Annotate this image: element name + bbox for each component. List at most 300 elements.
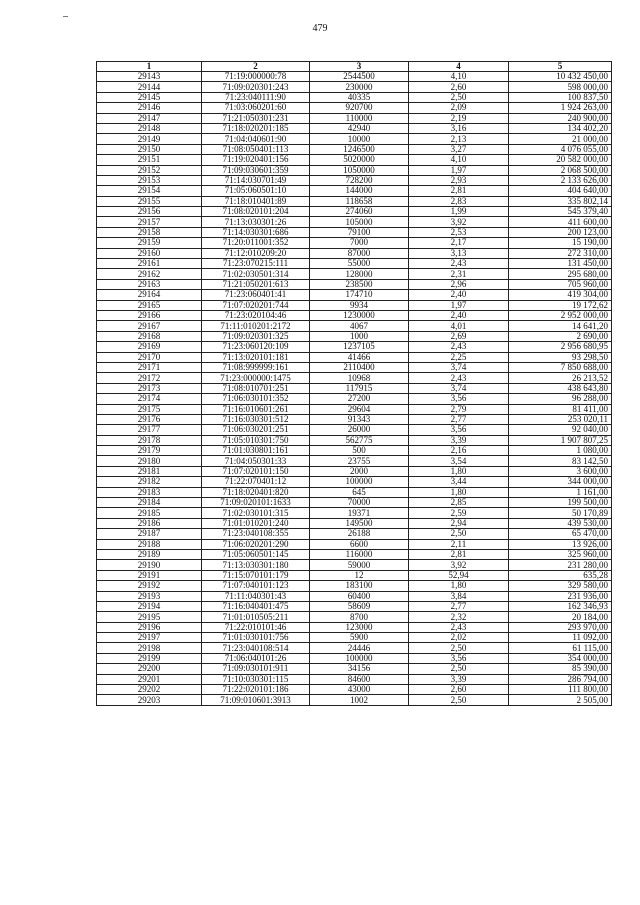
table-row [97, 570, 612, 580]
table-row [97, 186, 612, 196]
cadastral-number-cell: 71:16:040401:475 [202, 601, 310, 611]
table-row [97, 518, 612, 528]
rate-cell: 2,09 [409, 103, 509, 113]
value-cell: 286 794,00 [509, 674, 612, 684]
cadastral-number-cell: 71:18:020401:820 [202, 487, 310, 497]
rate-cell: 2,50 [409, 643, 509, 653]
rate-cell: 2,83 [409, 196, 509, 206]
value-cell: 439 530,00 [509, 518, 612, 528]
table-row [97, 123, 612, 133]
rate-cell: 2,60 [409, 82, 509, 92]
cadastral-number-cell: 71:07:020101:150 [202, 466, 310, 476]
area-cell: 645 [310, 487, 409, 497]
cadastral-number-cell: 71:20:011001:352 [202, 238, 310, 248]
table-row [97, 103, 612, 113]
value-cell: 231 936,00 [509, 591, 612, 601]
area-cell: 183100 [310, 581, 409, 591]
row-number-cell: 29178 [97, 435, 202, 445]
row-number-cell: 29200 [97, 664, 202, 674]
table-row [97, 591, 612, 601]
rate-cell: 2,50 [409, 695, 509, 705]
row-number-cell: 29150 [97, 144, 202, 154]
area-cell: 117915 [310, 383, 409, 393]
rate-cell: 2,60 [409, 685, 509, 695]
table-row [97, 321, 612, 331]
rate-cell: 2,77 [409, 414, 509, 424]
row-number-cell: 29146 [97, 103, 202, 113]
table-row [97, 72, 612, 82]
cadastral-number-cell: 71:01:010505:211 [202, 612, 310, 622]
area-cell: 6600 [310, 539, 409, 549]
row-number-cell: 29162 [97, 269, 202, 279]
cadastral-number-cell: 71:09:030101:911 [202, 664, 310, 674]
value-cell: 11 092,00 [509, 633, 612, 643]
column-header-3: 3 [310, 62, 409, 72]
value-cell: 111 800,00 [509, 685, 612, 695]
value-cell: 231 280,00 [509, 560, 612, 570]
area-cell: 105000 [310, 217, 409, 227]
area-cell: 1000 [310, 331, 409, 341]
row-number-cell: 29168 [97, 331, 202, 341]
value-cell: 199 500,00 [509, 498, 612, 508]
cadastral-number-cell: 71:05:060501:10 [202, 186, 310, 196]
table-row [97, 144, 612, 154]
area-cell: 230000 [310, 82, 409, 92]
cadastral-number-cell: 71:19:000000:78 [202, 72, 310, 82]
row-number-cell: 29188 [97, 539, 202, 549]
cadastral-number-cell: 71:22:070401:12 [202, 477, 310, 487]
row-number-cell: 29176 [97, 414, 202, 424]
rate-cell: 1,80 [409, 466, 509, 476]
rate-cell: 2,43 [409, 342, 509, 352]
area-cell: 1050000 [310, 165, 409, 175]
row-number-cell: 29199 [97, 653, 202, 663]
value-cell: 15 190,00 [509, 238, 612, 248]
area-cell: 4067 [310, 321, 409, 331]
area-cell: 920700 [310, 103, 409, 113]
value-cell: 272 310,00 [509, 248, 612, 258]
value-cell: 81 411,00 [509, 404, 612, 414]
value-cell: 85 390,00 [509, 664, 612, 674]
row-number-cell: 29153 [97, 175, 202, 185]
table-row [97, 633, 612, 643]
value-cell: 65 470,00 [509, 529, 612, 539]
cadastral-number-cell: 71:23:060401:41 [202, 290, 310, 300]
table-row [97, 113, 612, 123]
cadastral-number-cell: 71:09:030601:359 [202, 165, 310, 175]
area-cell: 70000 [310, 498, 409, 508]
data-table [96, 61, 612, 706]
table-row [97, 477, 612, 487]
value-cell: 7 850 688,00 [509, 362, 612, 372]
rate-cell: 2,43 [409, 622, 509, 632]
rate-cell: 2,40 [409, 310, 509, 320]
table-row [97, 82, 612, 92]
table-row [97, 456, 612, 466]
row-number-cell: 29165 [97, 300, 202, 310]
row-number-cell: 29145 [97, 92, 202, 102]
value-cell: 2 133 626,00 [509, 175, 612, 185]
area-cell: 500 [310, 446, 409, 456]
row-number-cell: 29174 [97, 394, 202, 404]
value-cell: 83 142,50 [509, 456, 612, 466]
table-row [97, 539, 612, 549]
value-cell: 1 161,00 [509, 487, 612, 497]
cadastral-number-cell: 71:19:020401:156 [202, 155, 310, 165]
rate-cell: 2,17 [409, 238, 509, 248]
value-cell: 635,28 [509, 570, 612, 580]
table-row [97, 175, 612, 185]
rate-cell: 3,92 [409, 217, 509, 227]
rate-cell: 3,56 [409, 425, 509, 435]
row-number-cell: 29160 [97, 248, 202, 258]
rate-cell: 2,43 [409, 373, 509, 383]
cadastral-number-cell: 71:02:030101:315 [202, 508, 310, 518]
value-cell: 19 172,62 [509, 300, 612, 310]
row-number-cell: 29197 [97, 633, 202, 643]
rate-cell: 3,44 [409, 477, 509, 487]
cadastral-number-cell: 71:21:050301:231 [202, 113, 310, 123]
row-number-cell: 29186 [97, 518, 202, 528]
cadastral-number-cell: 71:06:020201:290 [202, 539, 310, 549]
cadastral-number-cell: 71:01:030801:161 [202, 446, 310, 456]
value-cell: 4 076 055,00 [509, 144, 612, 154]
rate-cell: 2,50 [409, 529, 509, 539]
rate-cell: 4,10 [409, 72, 509, 82]
area-cell: 59000 [310, 560, 409, 570]
rate-cell: 2,96 [409, 279, 509, 289]
area-cell: 174710 [310, 290, 409, 300]
cadastral-number-cell: 71:23:060120:109 [202, 342, 310, 352]
table-row [97, 394, 612, 404]
area-cell: 24446 [310, 643, 409, 653]
cadastral-number-cell: 71:07:020201:744 [202, 300, 310, 310]
row-number-cell: 29190 [97, 560, 202, 570]
area-cell: 562775 [310, 435, 409, 445]
rate-cell: 2,77 [409, 601, 509, 611]
cadastral-number-cell: 71:02:030501:314 [202, 269, 310, 279]
value-cell: 96 288,00 [509, 394, 612, 404]
table-header-row [97, 62, 612, 72]
table-row [97, 269, 612, 279]
area-cell: 100000 [310, 653, 409, 663]
value-cell: 2 690,00 [509, 331, 612, 341]
area-cell: 5900 [310, 633, 409, 643]
table-row [97, 196, 612, 206]
row-number-cell: 29194 [97, 601, 202, 611]
area-cell: 40335 [310, 92, 409, 102]
cadastral-number-cell: 71:09:020301:325 [202, 331, 310, 341]
cadastral-number-cell: 71:15:070101:179 [202, 570, 310, 580]
row-number-cell: 29161 [97, 259, 202, 269]
table-row [97, 362, 612, 372]
area-cell: 1237105 [310, 342, 409, 352]
rate-cell: 1,97 [409, 165, 509, 175]
table-row [97, 446, 612, 456]
row-number-cell: 29182 [97, 477, 202, 487]
margin-mark [63, 16, 68, 17]
cadastral-number-cell: 71:05:010301:750 [202, 435, 310, 445]
rate-cell: 2,32 [409, 612, 509, 622]
table-row [97, 560, 612, 570]
rate-cell: 3,16 [409, 123, 509, 133]
area-cell: 118658 [310, 196, 409, 206]
table-row [97, 259, 612, 269]
value-cell: 50 170,89 [509, 508, 612, 518]
rate-cell: 4,01 [409, 321, 509, 331]
cadastral-number-cell: 71:13:030301:180 [202, 560, 310, 570]
cadastral-number-cell: 71:07:040101:123 [202, 581, 310, 591]
cadastral-number-cell: 71:09:020101:1633 [202, 498, 310, 508]
row-number-cell: 29155 [97, 196, 202, 206]
rate-cell: 3,84 [409, 591, 509, 601]
table-row [97, 414, 612, 424]
cadastral-number-cell: 71:23:040111:90 [202, 92, 310, 102]
table-row [97, 487, 612, 497]
area-cell: 79100 [310, 227, 409, 237]
value-cell: 2 956 680,95 [509, 342, 612, 352]
row-number-cell: 29166 [97, 310, 202, 320]
value-cell: 329 580,00 [509, 581, 612, 591]
table-row [97, 92, 612, 102]
value-cell: 134 402,20 [509, 123, 612, 133]
row-number-cell: 29151 [97, 155, 202, 165]
rate-cell: 1,80 [409, 581, 509, 591]
row-number-cell: 29192 [97, 581, 202, 591]
rate-cell: 2,93 [409, 175, 509, 185]
row-number-cell: 29202 [97, 685, 202, 695]
row-number-cell: 29195 [97, 612, 202, 622]
value-cell: 253 020,11 [509, 414, 612, 424]
rate-cell: 3,56 [409, 653, 509, 663]
rate-cell: 2,59 [409, 508, 509, 518]
cadastral-number-cell: 71:11:010201:2172 [202, 321, 310, 331]
area-cell: 91343 [310, 414, 409, 424]
area-cell: 10968 [310, 373, 409, 383]
rate-cell: 3,56 [409, 394, 509, 404]
rate-cell: 2,19 [409, 113, 509, 123]
cadastral-number-cell: 71:08:999999:161 [202, 362, 310, 372]
table-row [97, 300, 612, 310]
column-header-5: 5 [509, 62, 612, 72]
value-cell: 1 080,00 [509, 446, 612, 456]
row-number-cell: 29193 [97, 591, 202, 601]
value-cell: 2 952 000,00 [509, 310, 612, 320]
column-header-4: 4 [409, 62, 509, 72]
cadastral-number-cell: 71:04:040601:90 [202, 134, 310, 144]
row-number-cell: 29196 [97, 622, 202, 632]
row-number-cell: 29180 [97, 456, 202, 466]
row-number-cell: 29159 [97, 238, 202, 248]
rate-cell: 2,69 [409, 331, 509, 341]
cadastral-number-cell: 71:16:010601:261 [202, 404, 310, 414]
table-row [97, 674, 612, 684]
rate-cell: 3,39 [409, 435, 509, 445]
area-cell: 19371 [310, 508, 409, 518]
row-number-cell: 29158 [97, 227, 202, 237]
value-cell: 1 924 263,00 [509, 103, 612, 113]
area-cell: 27200 [310, 394, 409, 404]
value-cell: 20 184,00 [509, 612, 612, 622]
rate-cell: 3,74 [409, 383, 509, 393]
row-number-cell: 29181 [97, 466, 202, 476]
rate-cell: 2,94 [409, 518, 509, 528]
table-row [97, 383, 612, 393]
rate-cell: 1,99 [409, 207, 509, 217]
value-cell: 93 298,50 [509, 352, 612, 362]
area-cell: 144000 [310, 186, 409, 196]
area-cell: 26188 [310, 529, 409, 539]
row-number-cell: 29148 [97, 123, 202, 133]
area-cell: 2544500 [310, 72, 409, 82]
table-body [97, 72, 612, 706]
area-cell: 123000 [310, 622, 409, 632]
area-cell: 23755 [310, 456, 409, 466]
row-number-cell: 29167 [97, 321, 202, 331]
area-cell: 58609 [310, 601, 409, 611]
area-cell: 43000 [310, 685, 409, 695]
area-cell: 2110400 [310, 362, 409, 372]
area-cell: 110000 [310, 113, 409, 123]
area-cell: 1230000 [310, 310, 409, 320]
cadastral-number-cell: 71:01:030101:756 [202, 633, 310, 643]
table-row [97, 155, 612, 165]
row-number-cell: 29164 [97, 290, 202, 300]
cadastral-number-cell: 71:18:020201:185 [202, 123, 310, 133]
cadastral-number-cell: 71:12:010209:20 [202, 248, 310, 258]
table-row [97, 238, 612, 248]
rate-cell: 2,81 [409, 186, 509, 196]
area-cell: 2000 [310, 466, 409, 476]
area-cell: 238500 [310, 279, 409, 289]
area-cell: 8700 [310, 612, 409, 622]
value-cell: 61 115,00 [509, 643, 612, 653]
cadastral-number-cell: 71:16:030301:512 [202, 414, 310, 424]
value-cell: 200 123,00 [509, 227, 612, 237]
area-cell: 12 [310, 570, 409, 580]
row-number-cell: 29170 [97, 352, 202, 362]
table-row [97, 290, 612, 300]
row-number-cell: 29147 [97, 113, 202, 123]
value-cell: 325 960,00 [509, 549, 612, 559]
area-cell: 10000 [310, 134, 409, 144]
row-number-cell: 29157 [97, 217, 202, 227]
table-row [97, 664, 612, 674]
rate-cell: 3,27 [409, 144, 509, 154]
rate-cell: 3,39 [409, 674, 509, 684]
cadastral-number-cell: 71:01:010201:240 [202, 518, 310, 528]
row-number-cell: 29203 [97, 695, 202, 705]
table-row [97, 601, 612, 611]
cadastral-number-cell: 71:08:020101:204 [202, 207, 310, 217]
rate-cell: 1,80 [409, 487, 509, 497]
value-cell: 92 040,00 [509, 425, 612, 435]
value-cell: 295 680,00 [509, 269, 612, 279]
area-cell: 34156 [310, 664, 409, 674]
rate-cell: 2,43 [409, 259, 509, 269]
table-row [97, 612, 612, 622]
cadastral-number-cell: 71:23:040108:514 [202, 643, 310, 653]
area-cell: 9934 [310, 300, 409, 310]
table-row [97, 134, 612, 144]
cadastral-number-cell: 71:06:030101:352 [202, 394, 310, 404]
rate-cell: 2,31 [409, 269, 509, 279]
cadastral-number-cell: 71:14:030701:49 [202, 175, 310, 185]
value-cell: 438 643,80 [509, 383, 612, 393]
row-number-cell: 29175 [97, 404, 202, 414]
value-cell: 2 505,00 [509, 695, 612, 705]
row-number-cell: 29144 [97, 82, 202, 92]
value-cell: 20 582 000,00 [509, 155, 612, 165]
rate-cell: 52,94 [409, 570, 509, 580]
table-row [97, 549, 612, 559]
area-cell: 728200 [310, 175, 409, 185]
row-number-cell: 29183 [97, 487, 202, 497]
table-row [97, 529, 612, 539]
cadastral-number-cell: 71:23:020104:46 [202, 310, 310, 320]
rate-cell: 3,74 [409, 362, 509, 372]
value-cell: 21 000,00 [509, 134, 612, 144]
table-row [97, 310, 612, 320]
cadastral-number-cell: 71:22:010101:46 [202, 622, 310, 632]
rate-cell: 2,13 [409, 134, 509, 144]
row-number-cell: 29163 [97, 279, 202, 289]
rate-cell: 2,02 [409, 633, 509, 643]
value-cell: 2 068 500,00 [509, 165, 612, 175]
value-cell: 354 000,00 [509, 653, 612, 663]
area-cell: 5020000 [310, 155, 409, 165]
value-cell: 598 000,00 [509, 82, 612, 92]
cadastral-number-cell: 71:09:020301:243 [202, 82, 310, 92]
cadastral-number-cell: 71:18:010401:89 [202, 196, 310, 206]
row-number-cell: 29171 [97, 362, 202, 372]
table-row [97, 653, 612, 663]
area-cell: 149500 [310, 518, 409, 528]
table-row [97, 643, 612, 653]
area-cell: 1002 [310, 695, 409, 705]
rate-cell: 3,13 [409, 248, 509, 258]
table-row [97, 217, 612, 227]
area-cell: 87000 [310, 248, 409, 258]
rate-cell: 1,97 [409, 300, 509, 310]
area-cell: 274060 [310, 207, 409, 217]
rate-cell: 4,10 [409, 155, 509, 165]
area-cell: 1246500 [310, 144, 409, 154]
row-number-cell: 29173 [97, 383, 202, 393]
row-number-cell: 29152 [97, 165, 202, 175]
cadastral-number-cell: 71:06:040101:26 [202, 653, 310, 663]
cadastral-number-cell: 71:04:050301:33 [202, 456, 310, 466]
table-row [97, 279, 612, 289]
rate-cell: 3,54 [409, 456, 509, 466]
table-row [97, 404, 612, 414]
table-row [97, 685, 612, 695]
row-number-cell: 29177 [97, 425, 202, 435]
value-cell: 240 900,00 [509, 113, 612, 123]
cadastral-number-cell: 71:06:030201:251 [202, 425, 310, 435]
table-row [97, 498, 612, 508]
cadastral-number-cell: 71:05:060501:145 [202, 549, 310, 559]
value-cell: 335 802,14 [509, 196, 612, 206]
area-cell: 60400 [310, 591, 409, 601]
value-cell: 705 960,00 [509, 279, 612, 289]
area-cell: 55000 [310, 259, 409, 269]
row-number-cell: 29169 [97, 342, 202, 352]
cadastral-number-cell: 71:22:020101:186 [202, 685, 310, 695]
table-row [97, 227, 612, 237]
value-cell: 10 432 450,00 [509, 72, 612, 82]
table-row [97, 165, 612, 175]
